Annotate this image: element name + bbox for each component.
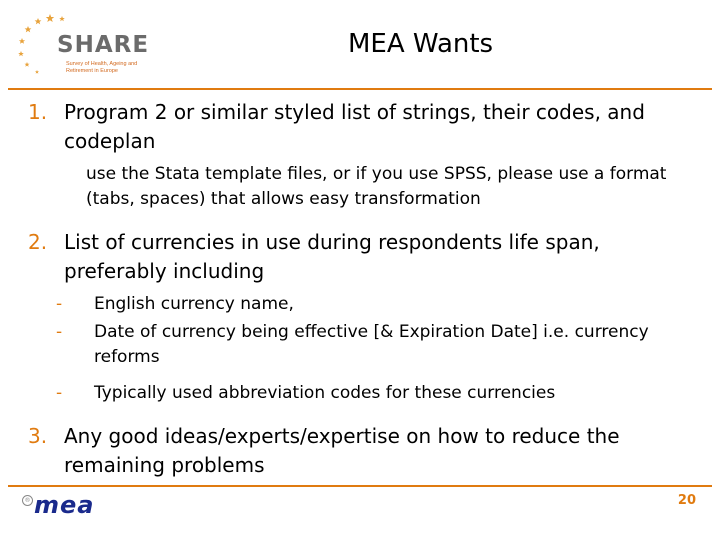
header-divider xyxy=(8,88,712,90)
list-number: 1. xyxy=(28,100,48,124)
share-logo xyxy=(14,10,154,74)
logo-wordmark: SHARE xyxy=(57,32,150,58)
list-item-1 xyxy=(28,98,698,156)
mea-wordmark: mea xyxy=(34,491,95,519)
sub-bullet-text: Typically used abbreviation codes for these currencies xyxy=(94,383,556,403)
sub-bullet xyxy=(56,292,696,317)
sub-bullet xyxy=(56,320,696,370)
dash-marker: - xyxy=(56,383,63,403)
list-number: 2. xyxy=(28,230,48,254)
list-item-text: Program 2 or similar styled list of strings, their codes, and codeplan xyxy=(64,100,645,153)
logo-tagline: Survey of Health, Ageing and Retirement in Europe xyxy=(66,61,138,74)
list-item-text: List of currencies in use during respondents life span, preferably including xyxy=(64,230,600,283)
list-item-text: Any good ideas/experts/expertise on how to reduce the remaining problems xyxy=(64,424,620,477)
list-number: 3. xyxy=(28,424,48,448)
dash-marker: - xyxy=(56,322,63,342)
sub-bullet-text: Date of currency being effective [& Expiration Date] i.e. currency reforms xyxy=(94,322,649,367)
registered-mark-icon: ® xyxy=(22,495,33,506)
sub-bullet xyxy=(56,381,696,406)
list-item-subtext: use the Stata template files, or if you use SPSS, please use a format (tabs, spaces) that allows easy transformation xyxy=(86,164,667,209)
page-number: 20 xyxy=(677,493,696,508)
list-item-3 xyxy=(28,422,698,480)
dash-marker: - xyxy=(56,294,63,314)
footer-divider xyxy=(8,485,712,487)
list-item-2 xyxy=(28,228,698,286)
sub-bullet-text: English currency name, xyxy=(94,294,294,314)
slide-title: MEA Wants xyxy=(348,29,494,59)
